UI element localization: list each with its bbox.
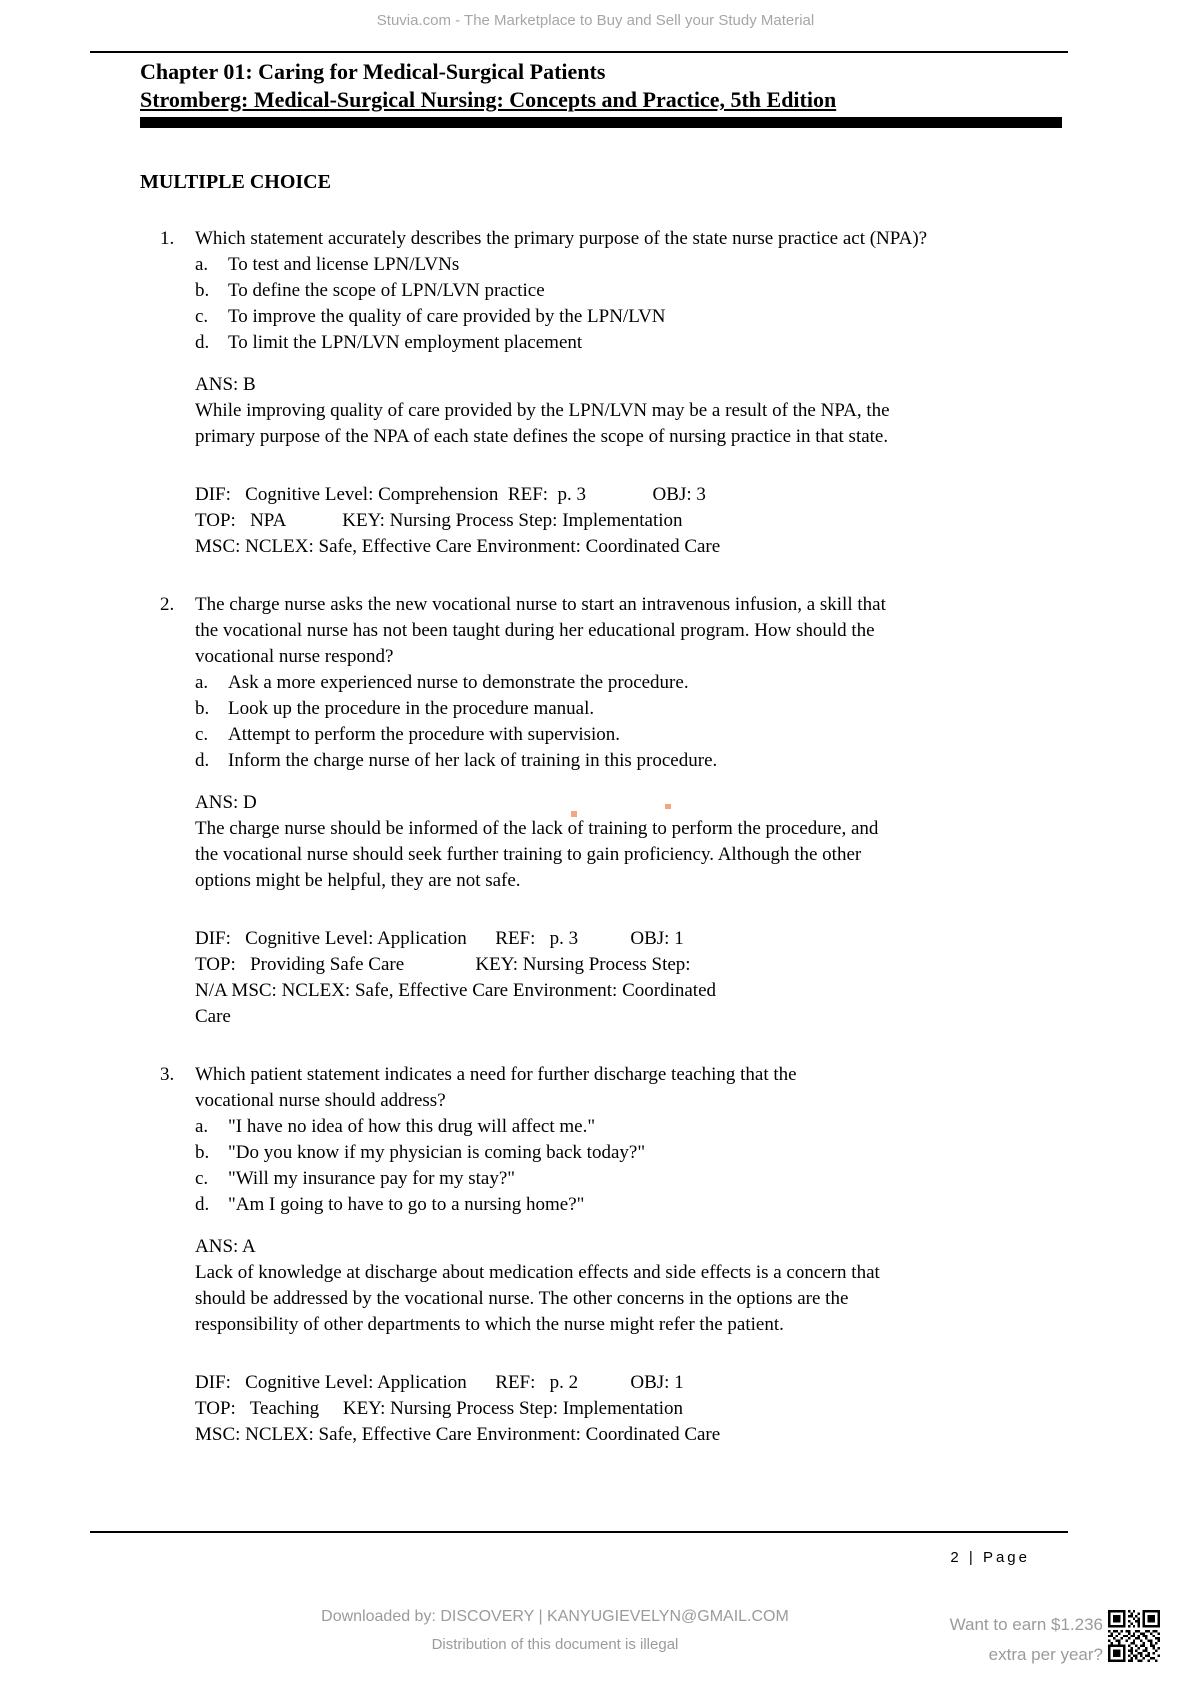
option-text: To limit the LPN/LVN employment placement: [228, 332, 583, 353]
book-title: Stromberg: Medical-Surgical Nursing: Concepts and Practice, 5th Edition: [140, 87, 837, 112]
question-stem-continued: [140, 618, 1140, 670]
answer-line: ANS: A: [195, 1236, 256, 1257]
option-c: [195, 722, 1140, 748]
option-letter: a.: [195, 254, 209, 275]
question-number: 1.: [160, 228, 175, 249]
text-line: should be addressed by the vocational nurse. The other concerns in the options are the: [195, 1288, 849, 1309]
text-line: primary purpose of the NPA of each state defines the scope of nursing practice in that state.: [195, 426, 889, 447]
earn-promo-text: [843, 1610, 1103, 1670]
option-text: Ask a more experienced nurse to demonstrate the procedure.: [228, 672, 689, 693]
question-metadata: [140, 1370, 1140, 1448]
question-stem-text: Which patient statement indicates a need for further discharge teaching that the: [195, 1064, 797, 1085]
text-line: the vocational nurse has not been taught during her educational program. How should the: [195, 620, 875, 641]
option-text: "I have no idea of how this drug will affect me.": [228, 1116, 596, 1137]
option-text: To improve the quality of care provided by the LPN/LVN: [228, 306, 666, 327]
option-text: Attempt to perform the procedure with supervision.: [228, 724, 621, 745]
option-letter: b.: [195, 280, 210, 301]
option-letter: c.: [195, 724, 209, 745]
option-letter: c.: [195, 306, 209, 327]
question-stem-text: Which statement accurately describes the primary purpose of the state nurse practice act (NPA)?: [195, 228, 928, 249]
rationale: [140, 1260, 1140, 1338]
text-line: Lack of knowledge at discharge about medication effects and side effects is a concern that: [195, 1262, 880, 1283]
text-line: TOP: Providing Safe Care KEY: Nursing Process Step:: [195, 954, 691, 975]
footer-rule: [90, 1531, 1068, 1533]
question-stem: [140, 592, 1140, 618]
question-number: 2.: [160, 594, 175, 615]
question-2: [140, 592, 1140, 1030]
text-line: While improving quality of care provided by the LPN/LVN may be a result of the NPA, the: [195, 400, 890, 421]
earn-line-2: extra per year?: [988, 1645, 1103, 1664]
option-c: [195, 304, 1140, 330]
option-b: [195, 1140, 1140, 1166]
option-letter: a.: [195, 1116, 209, 1137]
section-heading: MULTIPLE CHOICE: [140, 171, 331, 193]
document-header: [140, 58, 1062, 128]
option-text: Inform the charge nurse of her lack of training in this procedure.: [228, 750, 718, 771]
text-line: vocational nurse should address?: [195, 1090, 446, 1111]
highlight-artifact: [571, 811, 577, 817]
option-letter: b.: [195, 1142, 210, 1163]
text-line: The charge nurse should be informed of the lack of training to perform the procedure, and: [195, 818, 879, 839]
highlight-artifact: [665, 804, 671, 809]
text-line: TOP: NPA KEY: Nursing Process Step: Implementation: [195, 510, 683, 531]
option-d: [195, 1192, 1140, 1218]
text-line: DIF: Cognitive Level: Application REF: p. 2 OBJ: 1: [195, 1372, 684, 1393]
option-letter: d.: [195, 1194, 210, 1215]
text-line: vocational nurse respond?: [195, 646, 394, 667]
option-letter: c.: [195, 1168, 209, 1189]
text-line: MSC: NCLEX: Safe, Effective Care Environment: Coordinated Care: [195, 1424, 721, 1445]
option-b: [195, 696, 1140, 722]
question-stem: [140, 226, 1140, 252]
option-letter: a.: [195, 672, 209, 693]
answer-line: ANS: D: [195, 792, 257, 813]
page-number: 2 | Page: [950, 1549, 1030, 1566]
rationale: [140, 816, 1140, 894]
stuvia-watermark: Stuvia.com - The Marketplace to Buy and Sell your Study Material: [376, 12, 815, 29]
rationale: [140, 398, 1140, 450]
option-text: "Am I going to have to go to a nursing home?": [228, 1194, 585, 1215]
document-body: [140, 125, 1140, 1448]
question-metadata: [140, 926, 1140, 1030]
distribution-warning-text: Distribution of this document is illegal: [431, 1636, 679, 1653]
text-line: Care: [195, 1006, 231, 1027]
answer-options: [140, 252, 1140, 356]
question-stem-text: The charge nurse asks the new vocational nurse to start an intravenous infusion, a skill that: [195, 594, 886, 615]
option-letter: b.: [195, 698, 210, 719]
text-line: responsibility of other departments to which the nurse might refer the patient.: [195, 1314, 784, 1335]
option-text: "Will my insurance pay for my stay?": [228, 1168, 516, 1189]
option-text: "Do you know if my physician is coming back today?": [228, 1142, 646, 1163]
option-letter: d.: [195, 750, 210, 771]
text-line: N/A MSC: NCLEX: Safe, Effective Care Environment: Coordinated: [195, 980, 716, 1001]
option-b: [195, 278, 1140, 304]
option-letter: d.: [195, 332, 210, 353]
question-metadata: [140, 482, 1140, 560]
chapter-title: Chapter 01: Caring for Medical-Surgical Patients: [140, 59, 606, 84]
option-text: To define the scope of LPN/LVN practice: [228, 280, 545, 301]
text-line: the vocational nurse should seek further training to gain proficiency. Although the other: [195, 844, 862, 865]
answer-line: ANS: B: [195, 374, 256, 395]
question-stem: [140, 1062, 1140, 1088]
text-line: DIF: Cognitive Level: Application REF: p. 3 OBJ: 1: [195, 928, 684, 949]
option-a: [195, 670, 1140, 696]
question-stem-continued: [140, 1088, 1140, 1114]
option-d: [195, 748, 1140, 774]
text-line: DIF: Cognitive Level: Comprehension REF: p. 3 OBJ: 3: [195, 484, 706, 505]
option-text: Look up the procedure in the procedure manual.: [228, 698, 595, 719]
question-number: 3.: [160, 1064, 175, 1085]
earn-line-1: Want to earn $1.236: [949, 1615, 1103, 1634]
option-c: [195, 1166, 1140, 1192]
option-a: [195, 252, 1140, 278]
downloaded-by-text: Downloaded by: DISCOVERY | KANYUGIEVELYN@GMAIL.COM: [321, 1608, 789, 1625]
text-line: MSC: NCLEX: Safe, Effective Care Environment: Coordinated Care: [195, 536, 721, 557]
answer-options: [140, 670, 1140, 774]
option-d: [195, 330, 1140, 356]
question-3: [140, 1062, 1140, 1448]
option-text: To test and license LPN/LVNs: [228, 254, 460, 275]
question-1: [140, 226, 1140, 560]
text-line: options might be helpful, they are not safe.: [195, 870, 521, 891]
header-rule: [90, 51, 1068, 53]
qr-code: [1108, 1610, 1160, 1662]
option-a: [195, 1114, 1140, 1140]
text-line: TOP: Teaching KEY: Nursing Process Step: Implementation: [195, 1398, 684, 1419]
answer-options: [140, 1114, 1140, 1218]
